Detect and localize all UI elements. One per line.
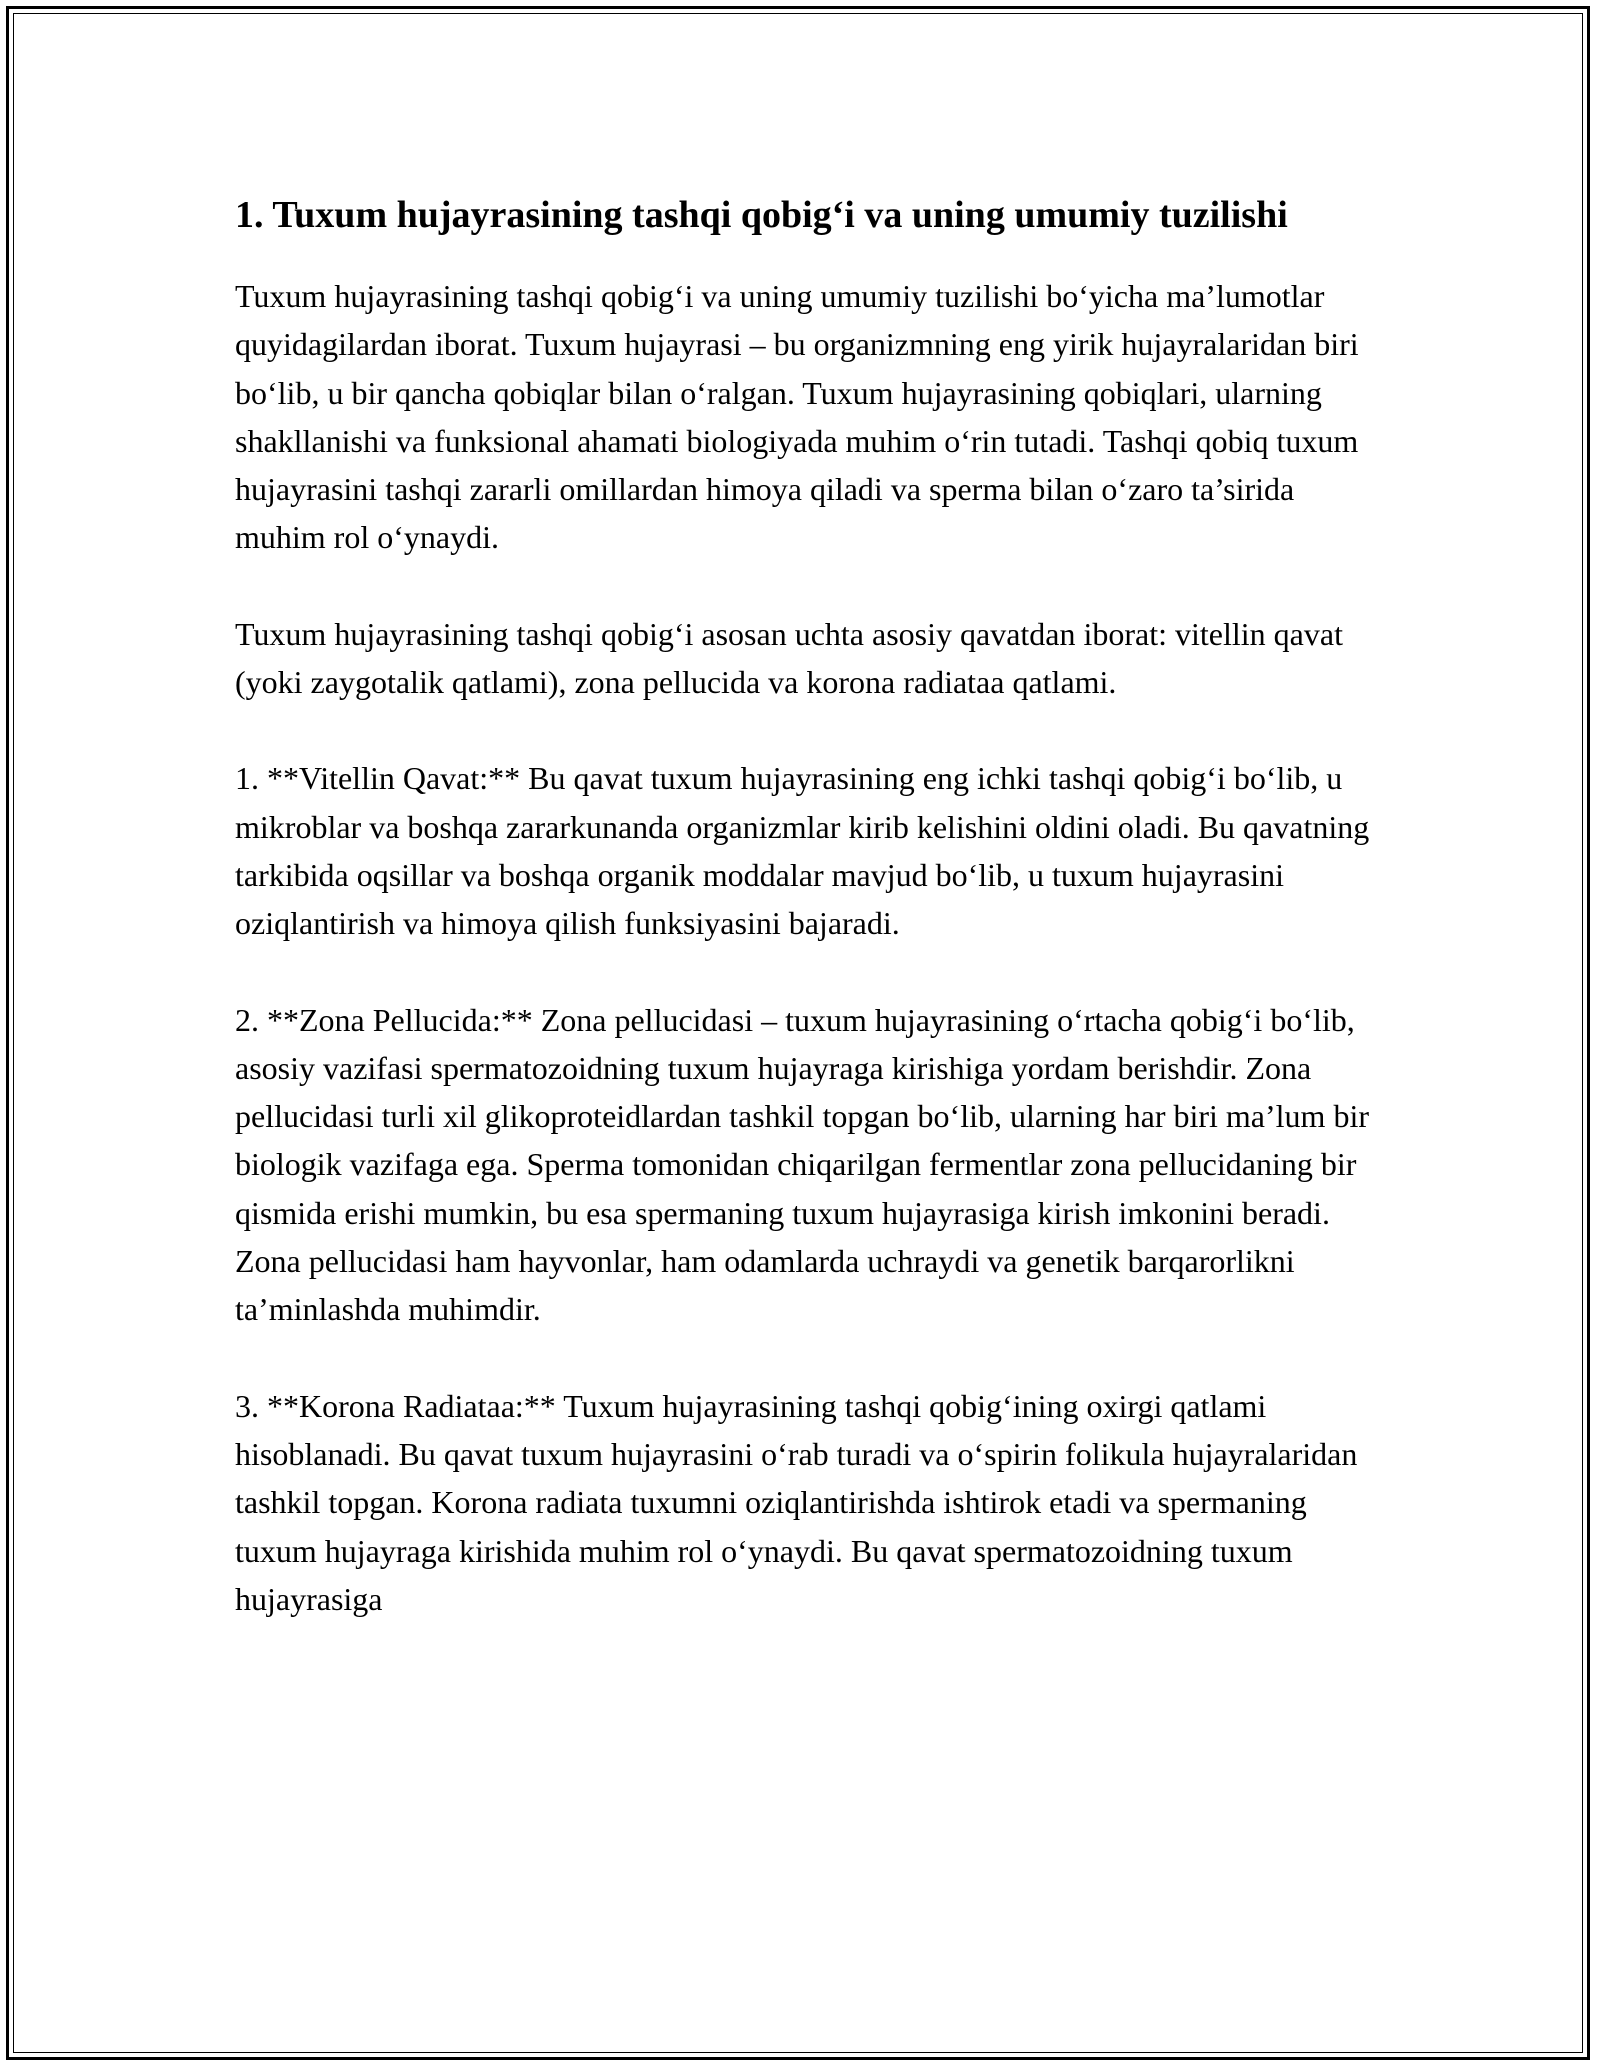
paragraph-vitellin-layer: 1. **Vitellin Qavat:** Bu qavat tuxum hujayrasining eng ichki tashqi qobig‘i bo‘lib, u mikroblar va boshqa zararkunanda organizmlar kirib kelishini oldini oladi. Bu qavatning tarkibida oqsillar va boshqa organik moddalar mavjud bo‘lib, u tuxum hujayrasini oziqlantirish va himoya qilish funksiyasini bajaradi. xyxy=(235,760,1370,942)
paragraph-intro: Tuxum hujayrasining tashqi qobig‘i va uning umumiy tuzilishi bo‘yicha ma’lumotlar quyidagilardan iborat. Tuxum hujayrasi – bu organizmning eng yirik hujayralaridan biri bo‘lib, u bir qancha qobiqlar bilan o‘ralgan. Tuxum hujayrasining qobiqlari, ularning shakllanishi va funksional ahamati biologiyada muhim o‘rin tutadi. Tashqi qobiq tuxum hujayrasini tashqi zararli omillardan himoya qiladi va sperma bilan o‘zaro ta’sirida muhim rol o‘ynaydi. xyxy=(235,278,1359,556)
section-heading: 1. Tuxum hujayrasining tashqi qobig‘i va uning umumiy tuzilishi xyxy=(235,194,1288,236)
document-body xyxy=(235,188,1370,1623)
paragraph-korona-radiataa: 3. **Korona Radiataa:** Tuxum hujayrasining tashqi qobig‘ining oxirgi qatlami hisoblanadi. Bu qavat tuxum hujayrasini o‘rab turadi va o‘spirin folikula hujayralaridan tashkil topgan. Korona radiata tuxumni oziqlantirishda ishtirok etadi va spermaning tuxum hujayraga kirishida muhim rol o‘ynaydi. Bu qavat spermatozoidning tuxum hujayrasiga xyxy=(235,1387,1358,1617)
paragraph-zona-pellucida: 2. **Zona Pellucida:** Zona pellucidasi – tuxum hujayrasining o‘rtacha qobig‘i bo‘lib, asosiy vazifasi spermatozoidning tuxum hujayraga kirishiga yordam berishdir. Zona pellucidasi turli xil glikoproteidlardan tashkil topgan bo‘lib, ularning har biri ma’lum bir biologik vazifaga ega. Sperma tomonidan chiqarilgan fermentlar zona pellucidaning bir qismida erishi mumkin, bu esa spermaning tuxum hujayrasiga kirish imkonini beradi. Zona pellucidasi ham hayvonlar, ham odamlarda uchraydi va genetik barqarorlikni ta’minlashda muhimdir. xyxy=(235,1001,1369,1328)
paragraph-layers-overview: Tuxum hujayrasining tashqi qobig‘i asosan uchta asosiy qavatdan iborat: vitellin qavat (yoki zaygotalik qatlami), zona pellucida va korona radiataa qatlami. xyxy=(235,615,1343,701)
